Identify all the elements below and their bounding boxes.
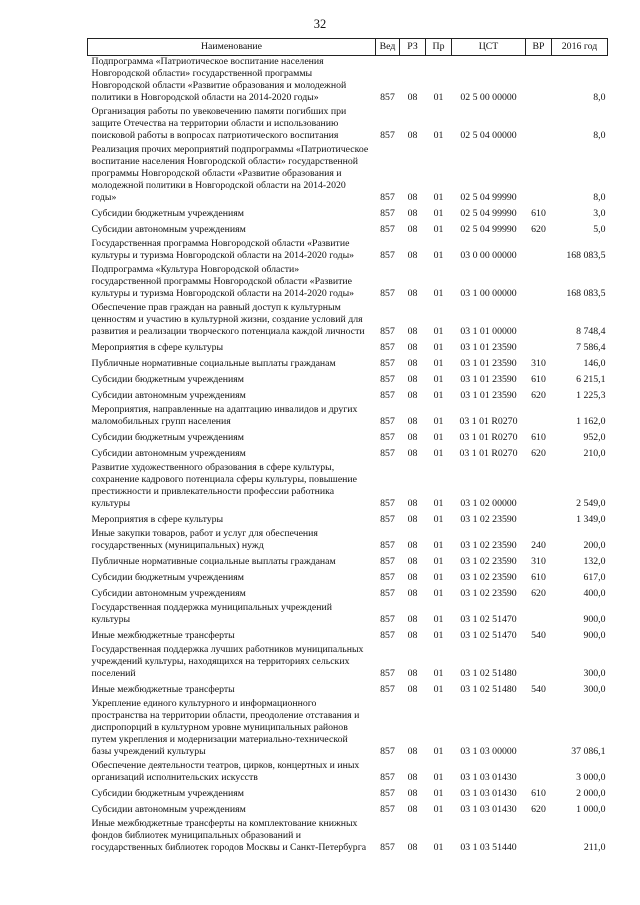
row-ved: 857 — [380, 448, 395, 459]
row-cst: 03 1 01 23590 — [460, 358, 517, 369]
row-ved: 857 — [380, 540, 395, 551]
row-name: Укрепление единого культурного и информационного пространства на территории области, преодоление отставания и диспропорций в культурном уровне муниципальных районов путем укрепления и модернизации материально-технической базы учреждений культуры — [91, 698, 360, 757]
row-cst: 03 1 02 23590 — [460, 540, 517, 551]
row-pr: 01 — [433, 514, 444, 525]
table-row — [88, 698, 608, 760]
row-pr: 01 — [433, 416, 444, 427]
row-amount: 8,0 — [593, 192, 606, 203]
row-amount: 900,0 — [583, 630, 606, 641]
row-amount: 168 083,5 — [566, 288, 606, 299]
row-name: Мероприятия в сфере культуры — [91, 514, 224, 525]
row-cst: 03 1 02 51470 — [460, 614, 517, 625]
row-rz: 08 — [407, 804, 418, 815]
row-amount: 200,0 — [583, 540, 606, 551]
row-pr: 01 — [433, 572, 444, 583]
row-vr: 540 — [531, 630, 546, 641]
row-pr: 01 — [433, 804, 444, 815]
row-name: Мероприятия, направленные на адаптацию инвалидов и других маломобильных групп населения — [91, 404, 358, 427]
row-vr — [526, 760, 552, 786]
row-rz: 08 — [407, 390, 418, 401]
row-rz: 08 — [407, 556, 418, 567]
row-vr: 620 — [531, 390, 546, 401]
row-ved: 857 — [380, 342, 395, 353]
table-row — [88, 644, 608, 682]
row-pr: 01 — [433, 374, 444, 385]
row-name: Субсидии бюджетным учреждениям — [91, 432, 244, 443]
row-vr: 620 — [531, 224, 546, 235]
table-row — [88, 430, 608, 446]
row-ved: 857 — [380, 684, 395, 695]
header-vr: ВР — [526, 39, 552, 56]
row-vr: 620 — [531, 448, 546, 459]
row-pr: 01 — [433, 772, 444, 783]
row-cst: 03 1 00 00000 — [460, 288, 517, 299]
row-cst: 02 5 04 00000 — [460, 130, 517, 141]
row-amount: 300,0 — [583, 668, 606, 679]
row-rz: 08 — [407, 746, 418, 757]
row-ved: 857 — [380, 514, 395, 525]
row-cst: 03 1 02 51480 — [460, 684, 517, 695]
row-vr: 610 — [531, 432, 546, 443]
row-pr: 01 — [433, 208, 444, 219]
table-row — [88, 786, 608, 802]
row-cst: 02 5 00 00000 — [460, 92, 517, 103]
row-ved: 857 — [380, 788, 395, 799]
table-row — [88, 462, 608, 512]
row-vr — [526, 698, 552, 760]
row-pr: 01 — [433, 192, 444, 203]
row-ved: 857 — [380, 130, 395, 141]
row-name: Публичные нормативные социальные выплаты гражданам — [91, 358, 336, 369]
row-amount: 168 083,5 — [566, 250, 606, 261]
header-row — [88, 39, 608, 56]
table-row — [88, 264, 608, 302]
table-row — [88, 446, 608, 462]
row-name: Реализация прочих мероприятий подпрограммы «Патриотическое воспитание населения Новгородской области» государственной программы Новгородской области «Развитие образования и молодежной политики в Новгородской области на 2014-2020 годы» — [91, 144, 369, 203]
row-cst: 03 1 01 R0270 — [459, 448, 518, 459]
row-cst: 02 5 04 99990 — [460, 192, 517, 203]
row-vr: 310 — [531, 556, 546, 567]
row-cst: 03 1 02 23590 — [460, 572, 517, 583]
table-row — [88, 404, 608, 430]
row-vr — [526, 238, 552, 264]
row-rz: 08 — [407, 788, 418, 799]
row-pr: 01 — [433, 630, 444, 641]
table-row — [88, 802, 608, 818]
row-vr: 610 — [531, 374, 546, 385]
row-cst: 03 1 02 23590 — [460, 514, 517, 525]
table-row — [88, 628, 608, 644]
row-amount: 3,0 — [593, 208, 606, 219]
row-amount: 617,0 — [583, 572, 606, 583]
row-pr: 01 — [433, 842, 444, 853]
row-rz: 08 — [407, 432, 418, 443]
table-row — [88, 682, 608, 698]
row-ved: 857 — [380, 326, 395, 337]
table-row — [88, 512, 608, 528]
row-ved: 857 — [380, 498, 395, 509]
row-cst: 03 0 00 00000 — [460, 250, 517, 261]
row-rz: 08 — [407, 416, 418, 427]
row-amount: 132,0 — [583, 556, 606, 567]
row-ved: 857 — [380, 288, 395, 299]
row-pr: 01 — [433, 92, 444, 103]
row-rz: 08 — [407, 684, 418, 695]
row-name: Подпрограмма «Культура Новгородской области» государственной программы Новгородской области «Развитие культуры и туризма Новгородской области на 2014-2020 годы» — [91, 264, 355, 299]
row-pr: 01 — [433, 288, 444, 299]
row-rz: 08 — [407, 842, 418, 853]
row-amount: 6 215,1 — [576, 374, 606, 385]
row-rz: 08 — [407, 224, 418, 235]
row-name: Иные межбюджетные трансферты — [91, 684, 235, 695]
row-cst: 03 1 02 51480 — [460, 668, 517, 679]
header-rz: РЗ — [400, 39, 426, 56]
row-rz: 08 — [407, 448, 418, 459]
row-vr — [526, 818, 552, 856]
row-rz: 08 — [407, 540, 418, 551]
row-amount: 1 225,3 — [576, 390, 606, 401]
row-ved: 857 — [380, 772, 395, 783]
row-vr: 620 — [531, 804, 546, 815]
row-name: Развитие художественного образования в сфере культуры, сохранение кадрового потенциала сферы культуры, повышение престижности и привлекательности профессии работника культуры — [91, 462, 358, 509]
row-name: Иные закупки товаров, работ и услуг для обеспечения государственных (муниципальных) нужд — [91, 528, 318, 551]
row-vr — [526, 56, 552, 107]
row-rz: 08 — [407, 208, 418, 219]
row-cst: 03 1 02 00000 — [460, 498, 517, 509]
row-name: Субсидии бюджетным учреждениям — [91, 572, 244, 583]
row-name: Организация работы по увековечению памяти погибших при защите Отечества на территории области и использованию поисковой работы в вопросах патриотического воспитания — [91, 106, 347, 141]
table-row — [88, 602, 608, 628]
row-name: Государственная поддержка лучших работников муниципальных учреждений культуры, находящихся на территориях сельских поселений — [91, 644, 364, 679]
row-amount: 2 549,0 — [576, 498, 606, 509]
row-pr: 01 — [433, 432, 444, 443]
row-pr: 01 — [433, 588, 444, 599]
row-amount: 952,0 — [583, 432, 606, 443]
row-ved: 857 — [380, 572, 395, 583]
table-row — [88, 388, 608, 404]
row-vr — [526, 602, 552, 628]
row-name: Субсидии бюджетным учреждениям — [91, 208, 244, 219]
row-name: Субсидии автономным учреждениям — [91, 804, 246, 815]
table-row — [88, 302, 608, 340]
table-row — [88, 760, 608, 786]
row-name: Подпрограмма «Патриотическое воспитание населения Новгородской области» государственной программы Новгородской области «Развитие образования и молодежной политики в Новгородской области на 2014-2020 годы» — [91, 56, 347, 103]
row-rz: 08 — [407, 358, 418, 369]
row-name: Иные межбюджетные трансферты — [91, 630, 235, 641]
row-vr: 240 — [531, 540, 546, 551]
row-vr — [526, 302, 552, 340]
row-amount: 8 748,4 — [576, 326, 606, 337]
table-row — [88, 586, 608, 602]
row-cst: 03 1 03 00000 — [460, 746, 517, 757]
row-name: Государственная поддержка муниципальных учреждений культуры — [91, 602, 332, 625]
row-pr: 01 — [433, 342, 444, 353]
table-row — [88, 106, 608, 144]
row-ved: 857 — [380, 224, 395, 235]
row-ved: 857 — [380, 416, 395, 427]
row-name: Государственная программа Новгородской области «Развитие культуры и туризма Новгородской области на 2014-2020 годы» — [91, 238, 355, 261]
header-pr: Пр — [426, 39, 452, 56]
row-name: Субсидии автономным учреждениям — [91, 390, 246, 401]
header-year: 2016 год — [552, 39, 608, 56]
row-rz: 08 — [407, 588, 418, 599]
row-pr: 01 — [433, 390, 444, 401]
row-name: Публичные нормативные социальные выплаты гражданам — [91, 556, 336, 567]
row-name: Обеспечение прав граждан на равный доступ к культурным ценностям и участию в культурной жизни, создание условий для развития и реализации творческого потенциала каждой личности — [91, 302, 365, 337]
header-name: Наименование — [88, 39, 376, 56]
row-ved: 857 — [380, 208, 395, 219]
row-rz: 08 — [407, 326, 418, 337]
row-vr: 310 — [531, 358, 546, 369]
row-rz: 08 — [407, 630, 418, 641]
row-amount: 1 349,0 — [576, 514, 606, 525]
row-vr: 610 — [531, 572, 546, 583]
row-ved: 857 — [380, 92, 395, 103]
row-name: Субсидии автономным учреждениям — [91, 588, 246, 599]
row-name: Субсидии бюджетным учреждениям — [91, 788, 244, 799]
row-amount: 300,0 — [583, 684, 606, 695]
row-pr: 01 — [433, 250, 444, 261]
table-row — [88, 818, 608, 856]
row-amount: 3 000,0 — [576, 772, 606, 783]
row-vr — [526, 644, 552, 682]
row-rz: 08 — [407, 130, 418, 141]
row-ved: 857 — [380, 746, 395, 757]
page-number: 32 — [313, 17, 327, 31]
table-row — [88, 528, 608, 554]
row-rz: 08 — [407, 514, 418, 525]
row-amount: 5,0 — [593, 224, 606, 235]
row-amount: 8,0 — [593, 130, 606, 141]
row-rz: 08 — [407, 192, 418, 203]
row-amount: 8,0 — [593, 92, 606, 103]
row-rz: 08 — [407, 614, 418, 625]
row-pr: 01 — [433, 498, 444, 509]
row-ved: 857 — [380, 614, 395, 625]
row-cst: 02 5 04 99990 — [460, 208, 517, 219]
table-row — [88, 222, 608, 238]
row-rz: 08 — [407, 572, 418, 583]
row-amount: 7 586,4 — [576, 342, 606, 353]
row-pr: 01 — [433, 130, 444, 141]
row-pr: 01 — [433, 358, 444, 369]
row-pr: 01 — [433, 684, 444, 695]
row-amount: 400,0 — [583, 588, 606, 599]
row-ved: 857 — [380, 390, 395, 401]
row-cst: 03 1 02 23590 — [460, 556, 517, 567]
table-row — [88, 56, 608, 107]
row-name: Мероприятия в сфере культуры — [91, 342, 224, 353]
row-ved: 857 — [380, 556, 395, 567]
row-rz: 08 — [407, 668, 418, 679]
table-row — [88, 372, 608, 388]
row-ved: 857 — [380, 374, 395, 385]
row-cst: 03 1 01 R0270 — [459, 416, 518, 427]
row-ved: 857 — [380, 668, 395, 679]
row-amount: 146,0 — [583, 358, 606, 369]
row-ved: 857 — [380, 250, 395, 261]
row-pr: 01 — [433, 556, 444, 567]
row-ved: 857 — [380, 588, 395, 599]
row-cst: 03 1 03 01430 — [460, 772, 517, 783]
row-vr — [526, 264, 552, 302]
table-row — [88, 206, 608, 222]
row-vr: 610 — [531, 788, 546, 799]
table-row — [88, 356, 608, 372]
row-name: Субсидии бюджетным учреждениям — [91, 374, 244, 385]
row-cst: 03 1 01 23590 — [460, 390, 517, 401]
budget-table — [87, 38, 608, 856]
row-vr — [526, 144, 552, 206]
row-cst: 03 1 02 51470 — [460, 630, 517, 641]
row-ved: 857 — [380, 630, 395, 641]
row-cst: 03 1 03 01430 — [460, 804, 517, 815]
row-amount: 210,0 — [583, 448, 606, 459]
row-amount: 211,0 — [583, 842, 606, 853]
row-vr — [526, 404, 552, 430]
row-rz: 08 — [407, 92, 418, 103]
row-pr: 01 — [433, 746, 444, 757]
row-cst: 03 1 01 23590 — [460, 374, 517, 385]
row-vr: 610 — [531, 208, 546, 219]
row-ved: 857 — [380, 358, 395, 369]
row-vr — [526, 106, 552, 144]
row-vr — [526, 462, 552, 512]
row-cst: 03 1 03 01430 — [460, 788, 517, 799]
table-row — [88, 144, 608, 206]
row-rz: 08 — [407, 772, 418, 783]
row-name: Обеспечение деятельности театров, цирков, концертных и иных организаций исполнительских искусств — [91, 760, 360, 783]
row-cst: 03 1 03 51440 — [460, 842, 517, 853]
row-name: Субсидии автономным учреждениям — [91, 224, 246, 235]
row-rz: 08 — [407, 374, 418, 385]
row-pr: 01 — [433, 788, 444, 799]
row-pr: 01 — [433, 614, 444, 625]
row-pr: 01 — [433, 326, 444, 337]
row-cst: 02 5 04 99990 — [460, 224, 517, 235]
header-cst: ЦСТ — [452, 39, 526, 56]
row-pr: 01 — [433, 224, 444, 235]
row-vr — [526, 512, 552, 528]
table-row — [88, 554, 608, 570]
row-name: Иные межбюджетные трансферты на комплектование книжных фондов библиотек муниципальных образований и государственных библиотек городов Москвы и Санкт-Петербурга — [91, 818, 367, 853]
row-rz: 08 — [407, 498, 418, 509]
row-ved: 857 — [380, 192, 395, 203]
table-body — [88, 56, 608, 857]
row-cst: 03 1 01 00000 — [460, 326, 517, 337]
table-row — [88, 340, 608, 356]
row-rz: 08 — [407, 342, 418, 353]
row-ved: 857 — [380, 804, 395, 815]
row-amount: 37 086,1 — [571, 746, 606, 757]
row-pr: 01 — [433, 540, 444, 551]
header-ved: Вед — [376, 39, 400, 56]
row-cst: 03 1 01 23590 — [460, 342, 517, 353]
row-ved: 857 — [380, 842, 395, 853]
row-amount: 900,0 — [583, 614, 606, 625]
table-row — [88, 570, 608, 586]
row-vr — [526, 340, 552, 356]
row-cst: 03 1 01 R0270 — [459, 432, 518, 443]
row-name: Субсидии автономным учреждениям — [91, 448, 246, 459]
row-ved: 857 — [380, 432, 395, 443]
row-pr: 01 — [433, 668, 444, 679]
table-row — [88, 238, 608, 264]
row-vr: 620 — [531, 588, 546, 599]
row-amount: 1 162,0 — [576, 416, 606, 427]
row-amount: 2 000,0 — [576, 788, 606, 799]
row-rz: 08 — [407, 288, 418, 299]
row-vr: 540 — [531, 684, 546, 695]
row-rz: 08 — [407, 250, 418, 261]
row-cst: 03 1 02 23590 — [460, 588, 517, 599]
row-pr: 01 — [433, 448, 444, 459]
row-amount: 1 000,0 — [576, 804, 606, 815]
